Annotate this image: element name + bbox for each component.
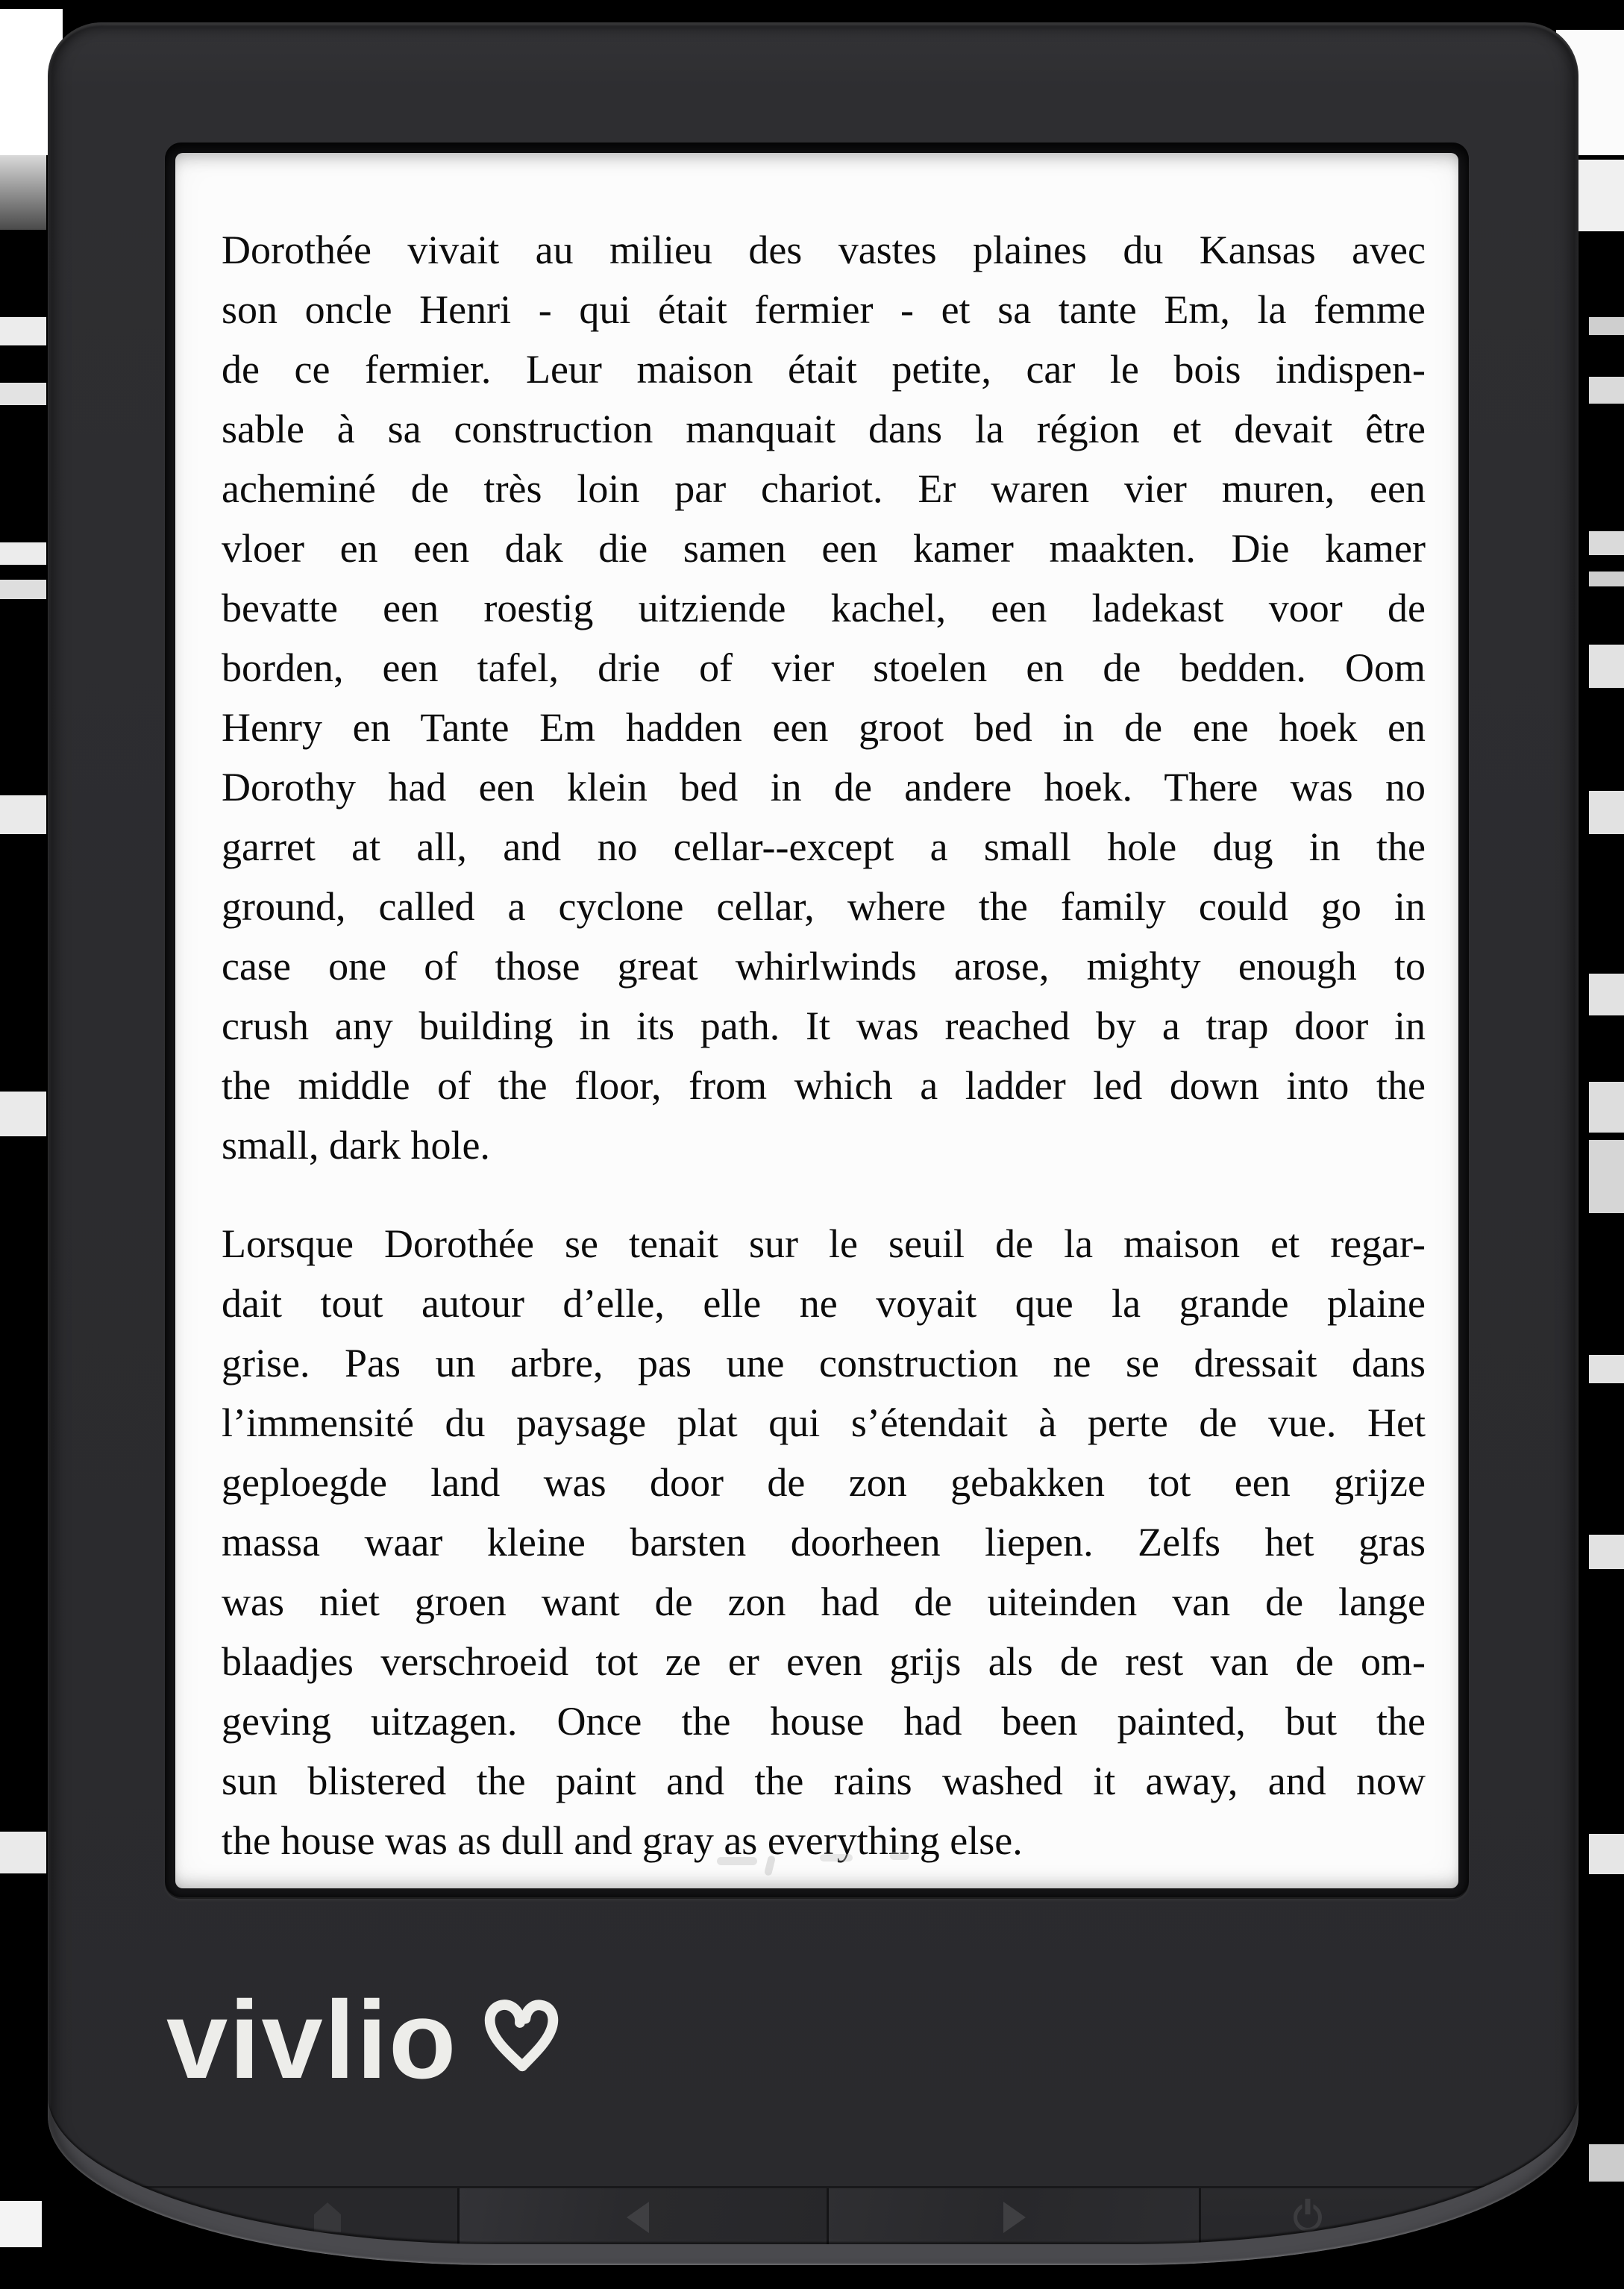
text-line: Dorothée vivait au milieu des vastes plaines du Kansas avec xyxy=(222,228,1426,272)
text-line: case one of those great whirlwinds arose, mighty enough to xyxy=(222,944,1426,989)
text-line: the middle of the floor, from which a ladder led down into the xyxy=(222,1063,1426,1108)
brand-logo-text: vivlio xyxy=(166,1979,458,2102)
text-line: de ce fermier. Leur maison était petite, car le bois indispen- xyxy=(222,347,1426,392)
glitch-stripe xyxy=(0,1092,46,1136)
text-line: son oncle Henri - qui était fermier - et sa tante Em, la femme xyxy=(222,287,1426,332)
glitch-stripe xyxy=(1589,377,1624,404)
text-line: Dorothy had een klein bed in de andere hoek. There was no xyxy=(222,765,1426,810)
text-line: bevatte een roestig uitziende kachel, een ladekast voor de xyxy=(222,586,1426,630)
glitch-stripe xyxy=(1589,1535,1624,1569)
text-line: geving uitzagen. Once the house had been painted, but the xyxy=(222,1699,1426,1744)
glitch-stripe xyxy=(0,542,46,565)
glitch-stripe xyxy=(0,383,46,405)
glitch-stripe xyxy=(1589,2144,1624,2182)
power-button[interactable] xyxy=(1201,2188,1578,2246)
text-line: the house was as dull and gray as everything else. xyxy=(222,1818,1023,1863)
paragraph xyxy=(222,1214,1426,1870)
vivlio-heart-icon xyxy=(481,1997,560,2079)
glitch-stripe xyxy=(1589,974,1624,1015)
text-line: sable à sa construction manquait dans la région et devait être xyxy=(222,407,1426,451)
text-line: crush any building in its path. It was reached by a trap door in xyxy=(222,1003,1426,1048)
glitch-stripe xyxy=(0,155,46,230)
glitch-stripe xyxy=(1589,791,1624,834)
text-line: massa waar kleine barsten doorheen liepen. Zelfs het gras xyxy=(222,1520,1426,1565)
glitch-stripe xyxy=(1589,317,1624,335)
glitch-stripe xyxy=(0,2201,42,2247)
text-line: was niet groen want de zon had de uiteinden van de lange xyxy=(222,1579,1426,1624)
text-line: blaadjes verschroeid tot ze er even grijs als de rest van de om- xyxy=(222,1639,1426,1684)
ereader-device xyxy=(48,22,1578,2265)
text-line: acheminé de très loin par chariot. Er waren vier muren, een xyxy=(222,466,1426,511)
text-line: grise. Pas un arbre, pas une construction ne se dressait dans xyxy=(222,1341,1426,1385)
text-line: garret at all, and no cellar--except a small hole dug in the xyxy=(222,824,1426,869)
glitch-stripe xyxy=(1589,1082,1624,1133)
glitch-stripe xyxy=(1589,572,1624,586)
text-line: dait tout autour d’elle, elle ne voyait que la grande plaine xyxy=(222,1281,1426,1326)
home-button[interactable] xyxy=(48,2188,457,2246)
text-line: ground, called a cyclone cellar, where the family could go in xyxy=(222,884,1426,929)
glitch-stripe xyxy=(1589,645,1624,688)
paragraph xyxy=(222,220,1426,1175)
text-line: geploegde land was door de zon gebakken tot een grijze xyxy=(222,1460,1426,1505)
power-icon xyxy=(1294,2203,1322,2232)
text-line: small, dark hole. xyxy=(222,1123,490,1168)
text-line: sun blistered the paint and the rains washed it away, and now xyxy=(222,1759,1426,1803)
book-page xyxy=(175,153,1458,1888)
glitch-stripe xyxy=(1589,1834,1624,1874)
brand-logo xyxy=(166,1979,560,2102)
button-bar xyxy=(48,2186,1578,2246)
glitch-stripe xyxy=(1589,531,1624,555)
glitch-stripe xyxy=(1589,1140,1624,1213)
text-line: l’immensité du paysage plat qui s’étendait à perte de vue. Het xyxy=(222,1400,1426,1445)
glitch-stripe xyxy=(0,580,46,599)
text-line: Lorsque Dorothée se tenait sur le seuil de la maison et regar- xyxy=(222,1221,1426,1266)
glitch-stripe xyxy=(0,795,46,834)
text-line: borden, een tafel, drie of vier stoelen en de bedden. Oom xyxy=(222,645,1426,690)
glitch-stripe xyxy=(1589,1355,1624,1383)
glitch-stripe xyxy=(0,317,46,345)
screen-recess xyxy=(165,143,1469,1899)
glitch-stripe xyxy=(0,1832,46,1873)
text-line: vloer en een dak die samen een kamer maakten. Die kamer xyxy=(222,526,1426,571)
text-line: Henry en Tante Em hadden een groot bed in de ene hoek en xyxy=(222,705,1426,750)
ereader-screen[interactable] xyxy=(175,153,1458,1888)
